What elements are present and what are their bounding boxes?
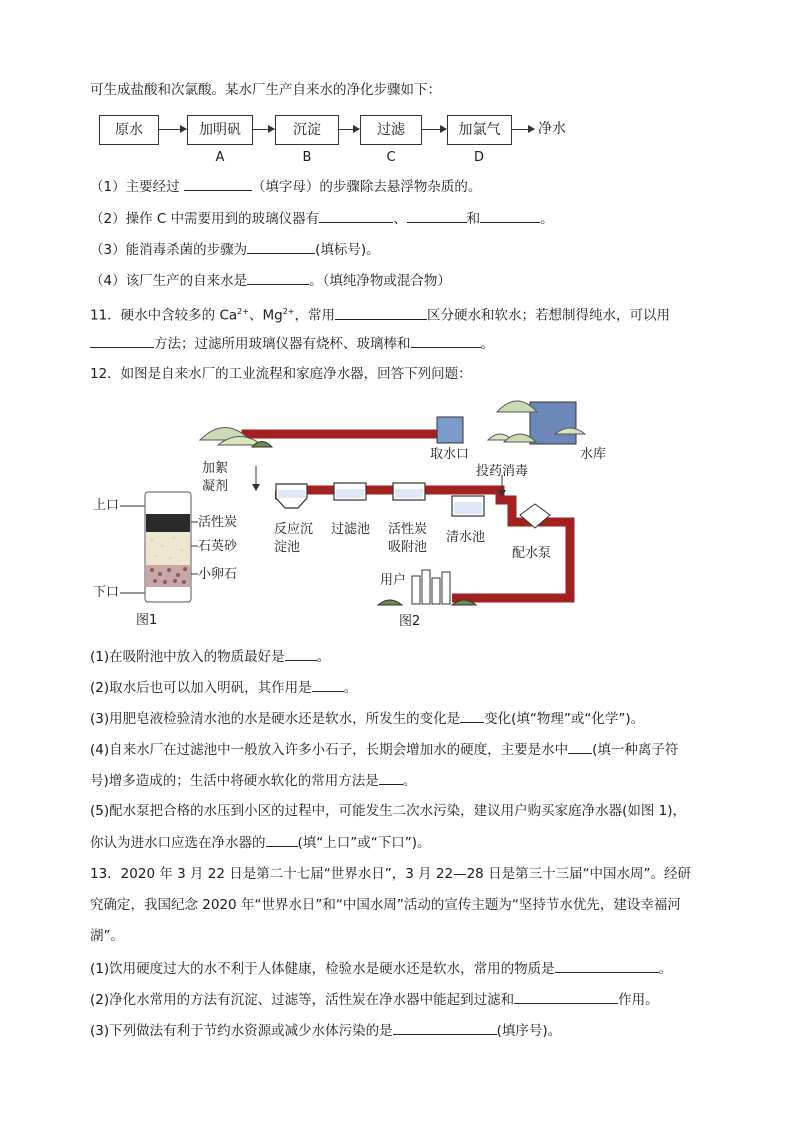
label-filter-tank: 过滤池 xyxy=(331,522,371,537)
q12-s5-end: (填“上口”或“下口”)。 xyxy=(297,835,431,851)
q11-text: 11．硬水中含较多的 Ca xyxy=(90,307,238,324)
label-activated-carbon: 活性炭 xyxy=(198,515,238,530)
answer-blank[interactable] xyxy=(460,708,484,723)
q11-charge: 2+ xyxy=(282,307,295,316)
q10-p3-text: （3）能消毒杀菌的步骤为 xyxy=(90,242,248,258)
flow-label-b: B xyxy=(302,150,312,165)
q11-text: 、Mg xyxy=(248,307,283,324)
answer-blank[interactable] xyxy=(568,739,592,754)
q13-s3-text: (3)下列做法有利于节约水资源或减少水体污染的是 xyxy=(90,1023,393,1039)
q10-p1-text: （1）主要经过 xyxy=(90,179,180,195)
q10-p2-end: 。 xyxy=(540,211,554,227)
flow-end: 净水 xyxy=(538,121,566,137)
label-reservoir: 水库 xyxy=(580,447,607,462)
label-distribution-pump: 配水泵 xyxy=(512,546,552,561)
q11-text: 方法；过滤所用玻璃仪器有烧杯、玻璃棒和 xyxy=(154,336,411,352)
q13-sub2 xyxy=(90,989,659,1010)
answer-blank[interactable] xyxy=(379,770,403,785)
flow-box-step-d: 加氯气 xyxy=(447,115,512,145)
flow-label-c: C xyxy=(386,150,396,165)
label-add-coagulant: 加絮凝剂 xyxy=(202,461,229,494)
label-disinfection: 投药消毒 xyxy=(476,464,529,479)
q10-p2-and: 和 xyxy=(466,211,481,227)
flow-box-start: 原水 xyxy=(99,115,159,145)
q12-s4-text: (4)自来水厂在过滤池中一般放入许多小石子，长期会增加水的硬度，主要是水中 xyxy=(90,742,569,758)
flow-label-a: A xyxy=(215,150,225,165)
q12-s4-text-line2: 号)增多造成的；生活中将硬水软化的常用方法是 xyxy=(90,773,379,789)
q10-p4-text: （4）该厂生产的自来水是 xyxy=(90,273,248,289)
answer-blank[interactable] xyxy=(266,832,298,847)
answer-blank[interactable] xyxy=(312,677,344,692)
q11-text: ，常用 xyxy=(294,307,335,324)
q12-s2-end: 。 xyxy=(343,680,358,696)
q10-p4-end: 。（填纯净物或混合物） xyxy=(309,273,451,289)
q13-s1-end: 。 xyxy=(658,961,673,977)
flow-box-step-a: 加明矾 xyxy=(187,115,253,145)
q10-p2-text: （2）操作 C 中需要用到的玻璃仪器有 xyxy=(90,211,320,227)
q11-text: 。 xyxy=(480,336,494,352)
label-settling-tank: 反应沉淀池 xyxy=(274,522,314,555)
q12-sub5-line2 xyxy=(90,832,431,853)
q10-p3-end: (填标号)。 xyxy=(315,242,380,258)
q13-line1: 13．2020 年 3 月 22 日是第二十七届“世界水日”，3 月 22—28 日是第三十三届“中国水周”。经研 xyxy=(90,866,692,882)
label-carbon-tank: 活性炭吸附池 xyxy=(388,522,428,555)
q12-sub4-line2 xyxy=(90,770,416,791)
q13-s2-text: (2)净化水常用的方法有沉淀、过滤等，活性炭在净水器中能起到过滤和 xyxy=(90,992,515,1008)
answer-blank[interactable] xyxy=(514,989,618,1004)
intro-text: 可生成盐酸和次氯酸。某水厂生产自来水的净化步骤如下： xyxy=(90,82,441,98)
q12-stem: 12．如图是自来水厂的工业流程和家庭净水器，回答下列问题： xyxy=(90,366,472,382)
flow-box-step-b: 沉淀 xyxy=(275,115,339,145)
q13-s2-end: 作用。 xyxy=(618,992,659,1008)
answer-blank[interactable] xyxy=(555,958,659,973)
q11-text: 区分硬水和软水；若想制得纯水，可以用 xyxy=(426,307,670,324)
q12-s1-end: 。 xyxy=(316,649,331,665)
label-users: 用户 xyxy=(380,573,407,588)
q10-p1-text-end: （填字母）的步骤除去悬浮物杂质的。 xyxy=(251,179,482,195)
q12-sub5-line1: (5)配水泵把合格的水压到小区的过程中，可能发生二次水污染，建议用户购买家庭净水器(如图 1)， xyxy=(90,803,687,819)
q12-s3-end: 变化(填“物理”或“化学”)。 xyxy=(484,711,645,727)
q12-sub4-line1 xyxy=(90,739,678,760)
answer-blank[interactable] xyxy=(393,1020,497,1035)
flow-box-step-c: 过滤 xyxy=(360,115,422,145)
q12-s1-text: (1)在吸附池中放入的物质最好是 xyxy=(90,649,285,665)
label-water-intake: 取水口 xyxy=(430,447,470,462)
figure-1-caption: 图1 xyxy=(136,613,158,628)
q13-line2: 究确定，我国纪念 2020 年“世界水日”和“中国水周”活动的宣传主题为“坚持节水优先，建设幸福河 xyxy=(90,897,681,913)
q12-s5-text: 你认为进水口应选在净水器的 xyxy=(90,835,266,851)
q13-sub3 xyxy=(90,1020,561,1041)
label-top-port: 上口 xyxy=(93,498,120,513)
label-clear-water-tank: 清水池 xyxy=(446,530,486,545)
q12-s3-text: (3)用肥皂液检验清水池的水是硬水还是软水，所发生的变化是 xyxy=(90,711,461,727)
q12-s4-text-cont: (填一种离子符 xyxy=(592,742,679,758)
q13-s1-text: (1)饮用硬度过大的水不利于人体健康，检验水是硬水还是软水，常用的物质是 xyxy=(90,961,555,977)
label-quartz-sand: 石英砂 xyxy=(198,539,238,554)
figure-2-caption: 图2 xyxy=(399,614,421,629)
q12-s4-end: 。 xyxy=(402,773,417,789)
flow-label-d: D xyxy=(473,150,484,165)
label-bottom-port: 下口 xyxy=(93,585,120,600)
answer-blank[interactable] xyxy=(285,646,317,661)
q12-sub2 xyxy=(90,677,357,698)
q12-sub3 xyxy=(90,708,644,729)
q13-s3-end: (填序号)。 xyxy=(496,1023,562,1039)
q13-line3: 湖”。 xyxy=(90,928,124,944)
q10-p2-sep: 、 xyxy=(393,211,407,227)
label-pebbles: 小卵石 xyxy=(198,567,238,582)
q11-charge: 2+ xyxy=(237,307,249,316)
q12-sub1 xyxy=(90,646,330,667)
q12-s2-text: (2)取水后也可以加入明矾，其作用是 xyxy=(90,680,312,696)
q13-sub1 xyxy=(90,958,672,979)
